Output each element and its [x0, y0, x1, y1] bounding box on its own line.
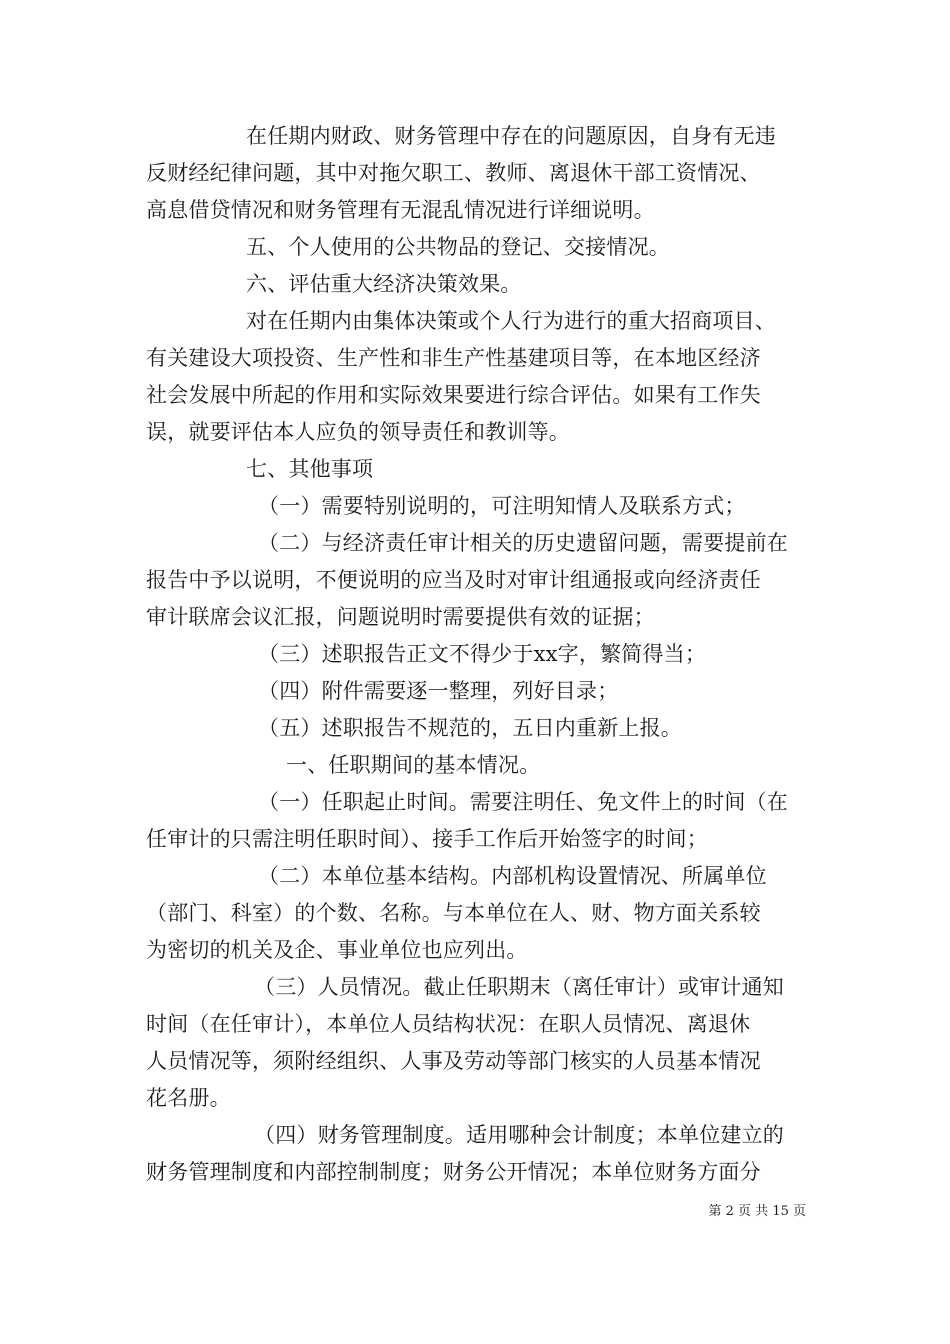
text-line: 审计联席会议汇报，问题说明时需要提供有效的证据； [146, 605, 655, 629]
text-line: （一）任职起止时间。需要注明任、免文件上的时间（在 [258, 790, 788, 814]
text-line: 时间（在任审计），本单位人员结构状况：在职人员情况、离退休 [146, 1012, 751, 1036]
text-line: 报告中予以说明，不便说明的应当及时对审计组通报或向经济责任 [146, 568, 761, 592]
text-line: 财务管理制度和内部控制制度；财务公开情况；本单位财务方面分 [146, 1160, 761, 1184]
text-line: 为密切的机关及企、事业单位也应列出。 [146, 938, 528, 962]
text-line: 一、任职期间的基本情况。 [286, 753, 541, 777]
text-line: 七、其他事项 [246, 457, 374, 481]
text-line: （二）本单位基本结构。内部机构设置情况、所属单位 [258, 864, 767, 888]
text-line: （三）人员情况。截止任职期末（离任审计）或审计通知 [254, 975, 784, 999]
text-line: （四）附件需要逐一整理，列好目录； [258, 679, 619, 703]
text-line: 有关建设大项投资、生产性和非生产性基建项目等，在本地区经济 [146, 346, 761, 370]
text-line: 社会发展中所起的作用和实际效果要进行综合评估。如果有工作失 [146, 383, 761, 407]
text-line: 人员情况等，须附经组织、人事及劳动等部门核实的人员基本情况 [146, 1049, 761, 1073]
text-line: 花名册。 [146, 1086, 231, 1110]
text-line: 五、个人使用的公共物品的登记、交接情况。 [246, 235, 670, 259]
text-line: 在任期内财政、财务管理中存在的问题原因，自身有无违 [246, 124, 776, 148]
text-line: 任审计的只需注明任职时间）、接手工作后开始签字的时间； [146, 827, 708, 851]
text-line: 对在任期内由集体决策或个人行为进行的重大招商项目、 [246, 309, 776, 333]
text-line: （二）与经济责任审计相关的历史遗留问题，需要提前在 [258, 531, 788, 555]
body-text [146, 118, 806, 1191]
text-line: （三）述职报告正文不得少于xx字，繁简得当； [258, 642, 707, 666]
text-line: 误，就要评估本人应负的领导责任和教训等。 [146, 420, 570, 444]
text-line: （部门、科室）的个数、名称。与本单位在人、财、物方面关系较 [146, 901, 761, 925]
page-number: 第 2 页 共 15 页 [708, 1204, 806, 1219]
text-line: 高息借贷情况和财务管理有无混乱情况进行详细说明。 [146, 198, 655, 222]
text-line: （五）述职报告不规范的，五日内重新上报。 [258, 716, 682, 740]
text-line: 反财经纪律问题，其中对拖欠职工、教师、离退休干部工资情况、 [146, 161, 761, 185]
text-line: （四）财务管理制度。适用哪种会计制度；本单位建立的 [254, 1123, 784, 1147]
text-line: 六、评估重大经济决策效果。 [246, 272, 522, 296]
text-line: （一）需要特别说明的，可注明知情人及联系方式； [258, 494, 746, 518]
